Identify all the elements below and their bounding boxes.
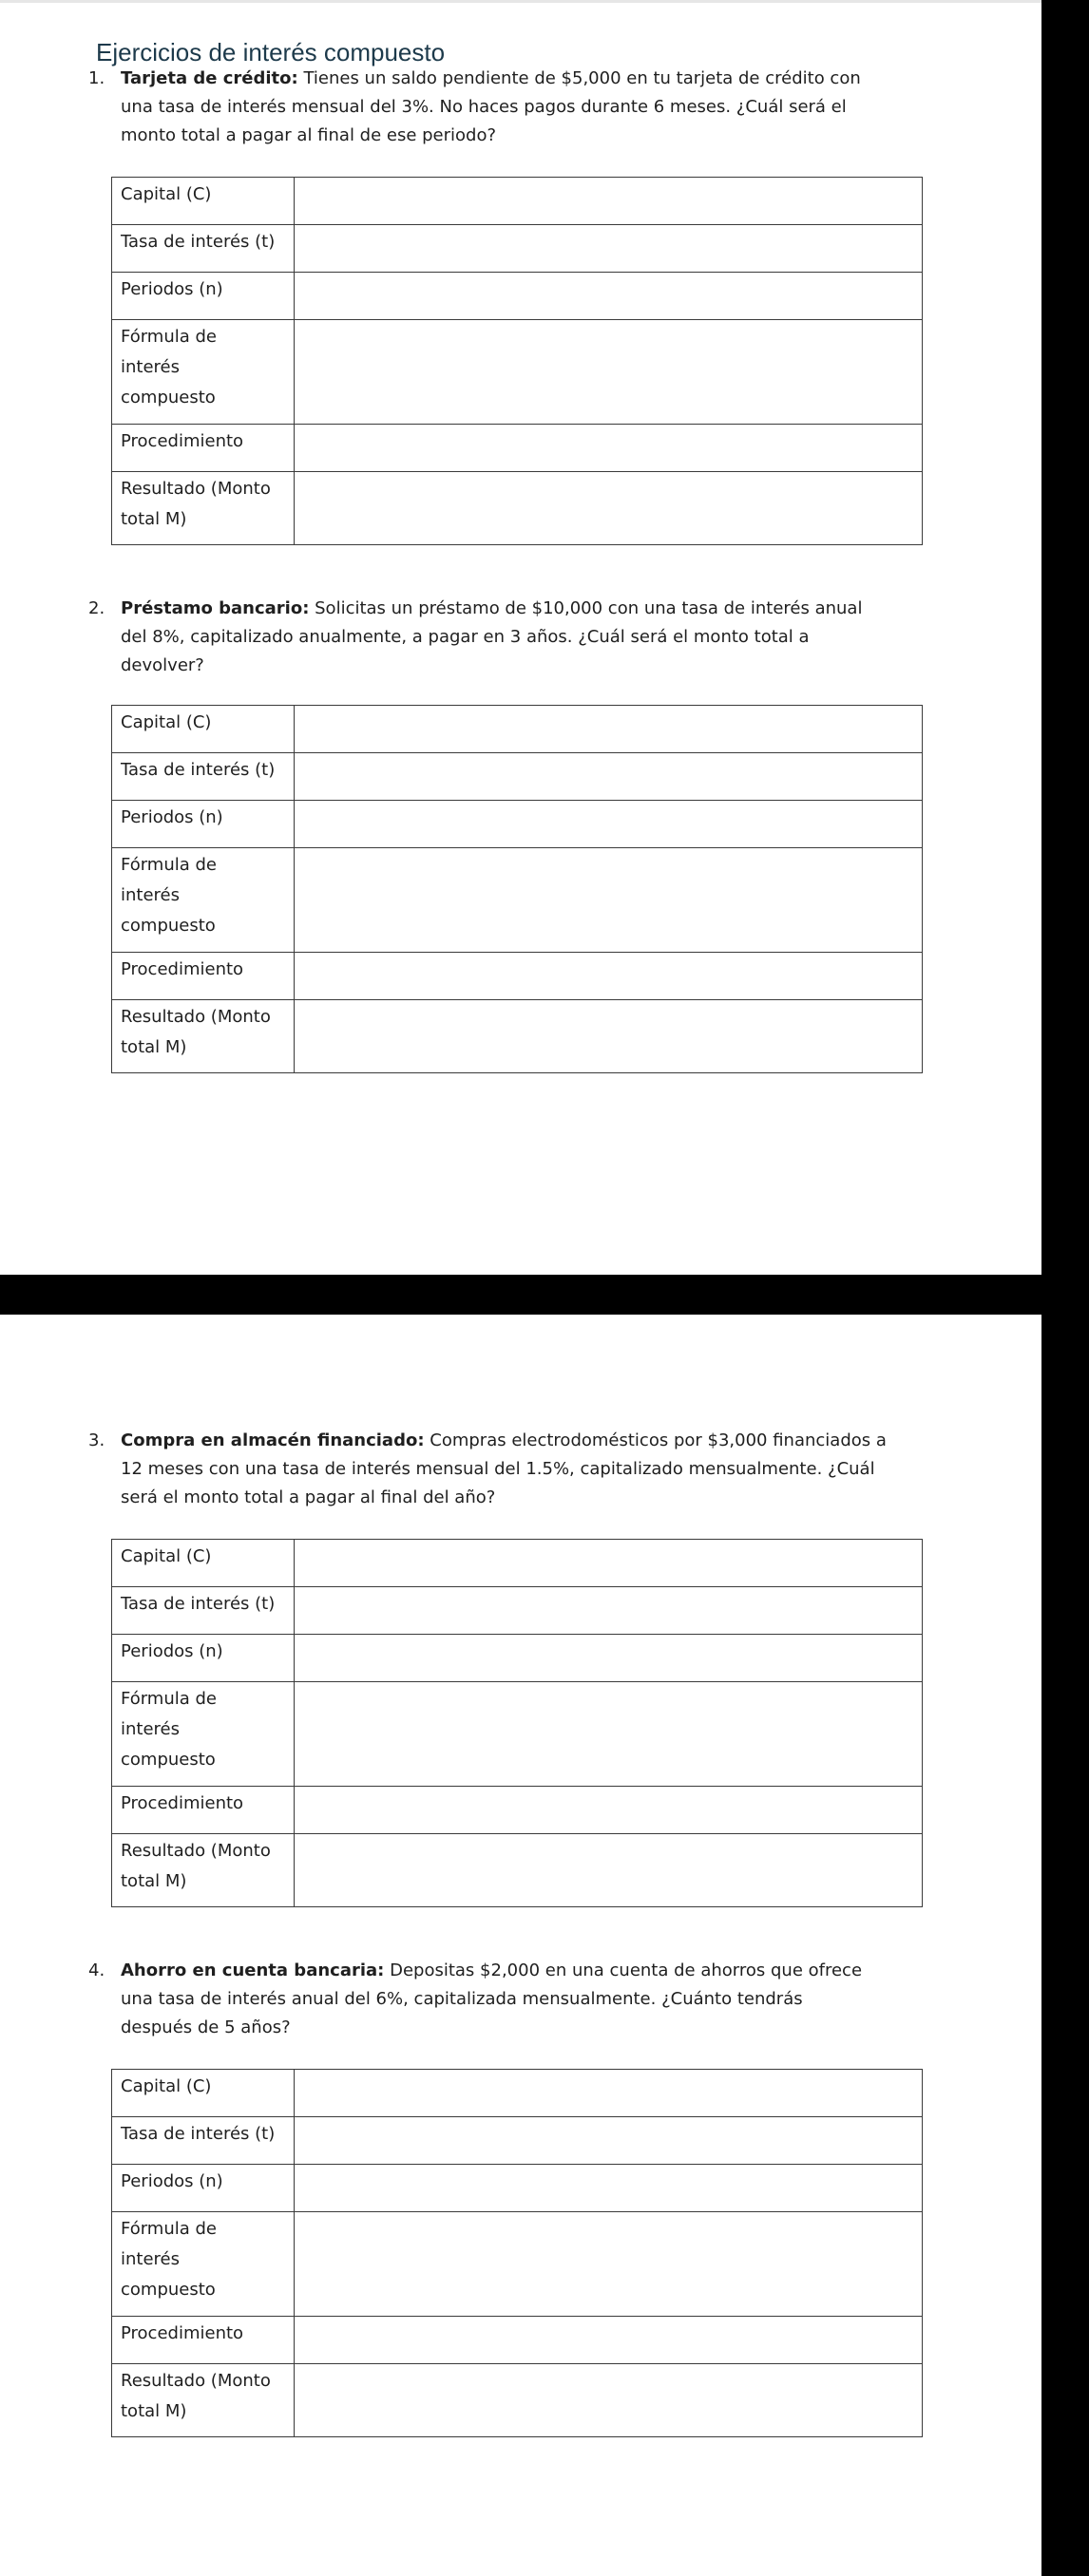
label-formula-line-1: Fórmula de: [121, 327, 218, 347]
label-capital: Capital (C): [112, 2070, 295, 2117]
exercise-text-line-1: Compras electrodomésticos por $3,000 financiados a: [424, 1430, 887, 1450]
label-resultado-line-2: total M): [121, 2401, 187, 2421]
label-resultado: [112, 1834, 295, 1907]
exercise-text-line-3: monto total a pagar al final de ese periodo?: [121, 125, 497, 145]
cell-periodos[interactable]: [295, 1635, 923, 1682]
exercise-text-line-1: Tienes un saldo pendiente de $5,000 en tu tarjeta de crédito con: [297, 68, 861, 88]
cell-tasa[interactable]: [295, 753, 923, 801]
cell-capital[interactable]: [295, 2070, 923, 2117]
label-tasa: Tasa de interés (t): [112, 1587, 295, 1635]
exercise-number: 1.: [88, 68, 105, 88]
label-procedimiento: Procedimiento: [112, 953, 295, 1000]
exercise-4: [88, 1957, 928, 2421]
label-formula: [112, 2212, 295, 2317]
exercise-text-line-2: 12 meses con una tasa de interés mensual del 1.5%, capitalizado mensualmente. ¿Cuál: [121, 1459, 875, 1479]
cell-formula[interactable]: [295, 1682, 923, 1787]
label-formula-line-3: compuesto: [121, 916, 216, 936]
exercise-2: [88, 595, 928, 1057]
exercise-2-table: [111, 705, 923, 1073]
exercise-3: [88, 1427, 928, 1891]
exercise-text-line-3: después de 5 años?: [121, 2017, 291, 2037]
label-resultado-line-2: total M): [121, 1037, 187, 1057]
label-formula-line-3: compuesto: [121, 2280, 216, 2300]
label-formula-line-1: Fórmula de: [121, 855, 218, 875]
exercise-text-line-3: será el monto total a pagar al final del año?: [121, 1487, 496, 1507]
label-resultado-line-1: Resultado (Monto: [121, 1841, 271, 1861]
label-formula: [112, 320, 295, 425]
label-formula-line-3: compuesto: [121, 388, 216, 407]
exercise-3-prompt: [88, 1427, 928, 1512]
cell-resultado[interactable]: [295, 472, 923, 545]
label-resultado-line-2: total M): [121, 1871, 187, 1891]
label-periodos: Periodos (n): [112, 801, 295, 848]
exercise-number: 2.: [88, 598, 105, 618]
cell-formula[interactable]: [295, 320, 923, 425]
exercise-2-prompt: [88, 595, 928, 680]
label-resultado: [112, 1000, 295, 1073]
label-formula-line-1: Fórmula de: [121, 1689, 218, 1709]
exercise-number: 3.: [88, 1430, 105, 1450]
label-capital: Capital (C): [112, 706, 295, 753]
label-formula: [112, 848, 295, 953]
exercise-text-line-2: una tasa de interés mensual del 3%. No haces pagos durante 6 meses. ¿Cuál será el: [121, 97, 847, 117]
exercise-1-table: [111, 177, 923, 545]
exercise-4-table: [111, 2069, 923, 2437]
exercise-1-prompt: [88, 65, 928, 150]
label-tasa: Tasa de interés (t): [112, 2117, 295, 2165]
exercise-3-table: [111, 1539, 923, 1907]
exercise-title: Ahorro en cuenta bancaria:: [121, 1960, 385, 1980]
label-resultado-line-1: Resultado (Monto: [121, 479, 271, 499]
exercise-title: Compra en almacén financiado:: [121, 1430, 425, 1450]
label-formula-line-2: interés: [121, 1719, 180, 1739]
exercise-1: [88, 65, 928, 529]
exercise-text-line-3: devolver?: [121, 655, 204, 675]
label-formula-line-2: interés: [121, 2249, 180, 2269]
label-periodos: Periodos (n): [112, 273, 295, 320]
cell-formula[interactable]: [295, 2212, 923, 2317]
label-formula-line-1: Fórmula de: [121, 2219, 218, 2239]
label-resultado-line-1: Resultado (Monto: [121, 1007, 271, 1027]
label-resultado: [112, 2364, 295, 2437]
cell-procedimiento[interactable]: [295, 2317, 923, 2364]
label-tasa: Tasa de interés (t): [112, 753, 295, 801]
label-formula-line-2: interés: [121, 357, 180, 377]
label-capital: Capital (C): [112, 1540, 295, 1587]
exercise-text-line-2: una tasa de interés anual del 6%, capitalizada mensualmente. ¿Cuánto tendrás: [121, 1989, 803, 2009]
cell-capital[interactable]: [295, 178, 923, 225]
label-formula-line-3: compuesto: [121, 1750, 216, 1770]
top-divider: [0, 0, 1041, 3]
exercise-4-prompt: [88, 1957, 928, 2042]
label-periodos: Periodos (n): [112, 1635, 295, 1682]
cell-periodos[interactable]: [295, 2165, 923, 2212]
label-periodos: Periodos (n): [112, 2165, 295, 2212]
label-procedimiento: Procedimiento: [112, 2317, 295, 2364]
cell-tasa[interactable]: [295, 1587, 923, 1635]
label-resultado: [112, 472, 295, 545]
label-procedimiento: Procedimiento: [112, 1787, 295, 1834]
exercise-number: 4.: [88, 1960, 105, 1980]
cell-resultado[interactable]: [295, 1000, 923, 1073]
document-heading: Ejercicios de interés compuesto: [96, 38, 446, 66]
cell-periodos[interactable]: [295, 273, 923, 320]
cell-tasa[interactable]: [295, 225, 923, 273]
label-procedimiento: Procedimiento: [112, 425, 295, 472]
exercise-text-line-1: Depositas $2,000 en una cuenta de ahorros que ofrece: [384, 1960, 863, 1980]
label-formula: [112, 1682, 295, 1787]
page-break-bar: [0, 1275, 1089, 1315]
cell-resultado[interactable]: [295, 2364, 923, 2437]
cell-tasa[interactable]: [295, 2117, 923, 2165]
label-resultado-line-2: total M): [121, 509, 187, 529]
cell-capital[interactable]: [295, 706, 923, 753]
cell-periodos[interactable]: [295, 801, 923, 848]
cell-resultado[interactable]: [295, 1834, 923, 1907]
cell-procedimiento[interactable]: [295, 425, 923, 472]
label-tasa: Tasa de interés (t): [112, 225, 295, 273]
exercise-title: Tarjeta de crédito:: [121, 68, 298, 88]
cell-procedimiento[interactable]: [295, 953, 923, 1000]
cell-procedimiento[interactable]: [295, 1787, 923, 1834]
label-capital: Capital (C): [112, 178, 295, 225]
exercise-text-line-1: Solicitas un préstamo de $10,000 con una tasa de interés anual: [309, 598, 863, 618]
label-formula-line-2: interés: [121, 885, 180, 905]
exercise-text-line-2: del 8%, capitalizado anualmente, a pagar en 3 años. ¿Cuál será el monto total a: [121, 627, 810, 647]
exercise-title: Préstamo bancario:: [121, 598, 310, 618]
cell-formula[interactable]: [295, 848, 923, 953]
cell-capital[interactable]: [295, 1540, 923, 1587]
label-resultado-line-1: Resultado (Monto: [121, 2371, 271, 2391]
